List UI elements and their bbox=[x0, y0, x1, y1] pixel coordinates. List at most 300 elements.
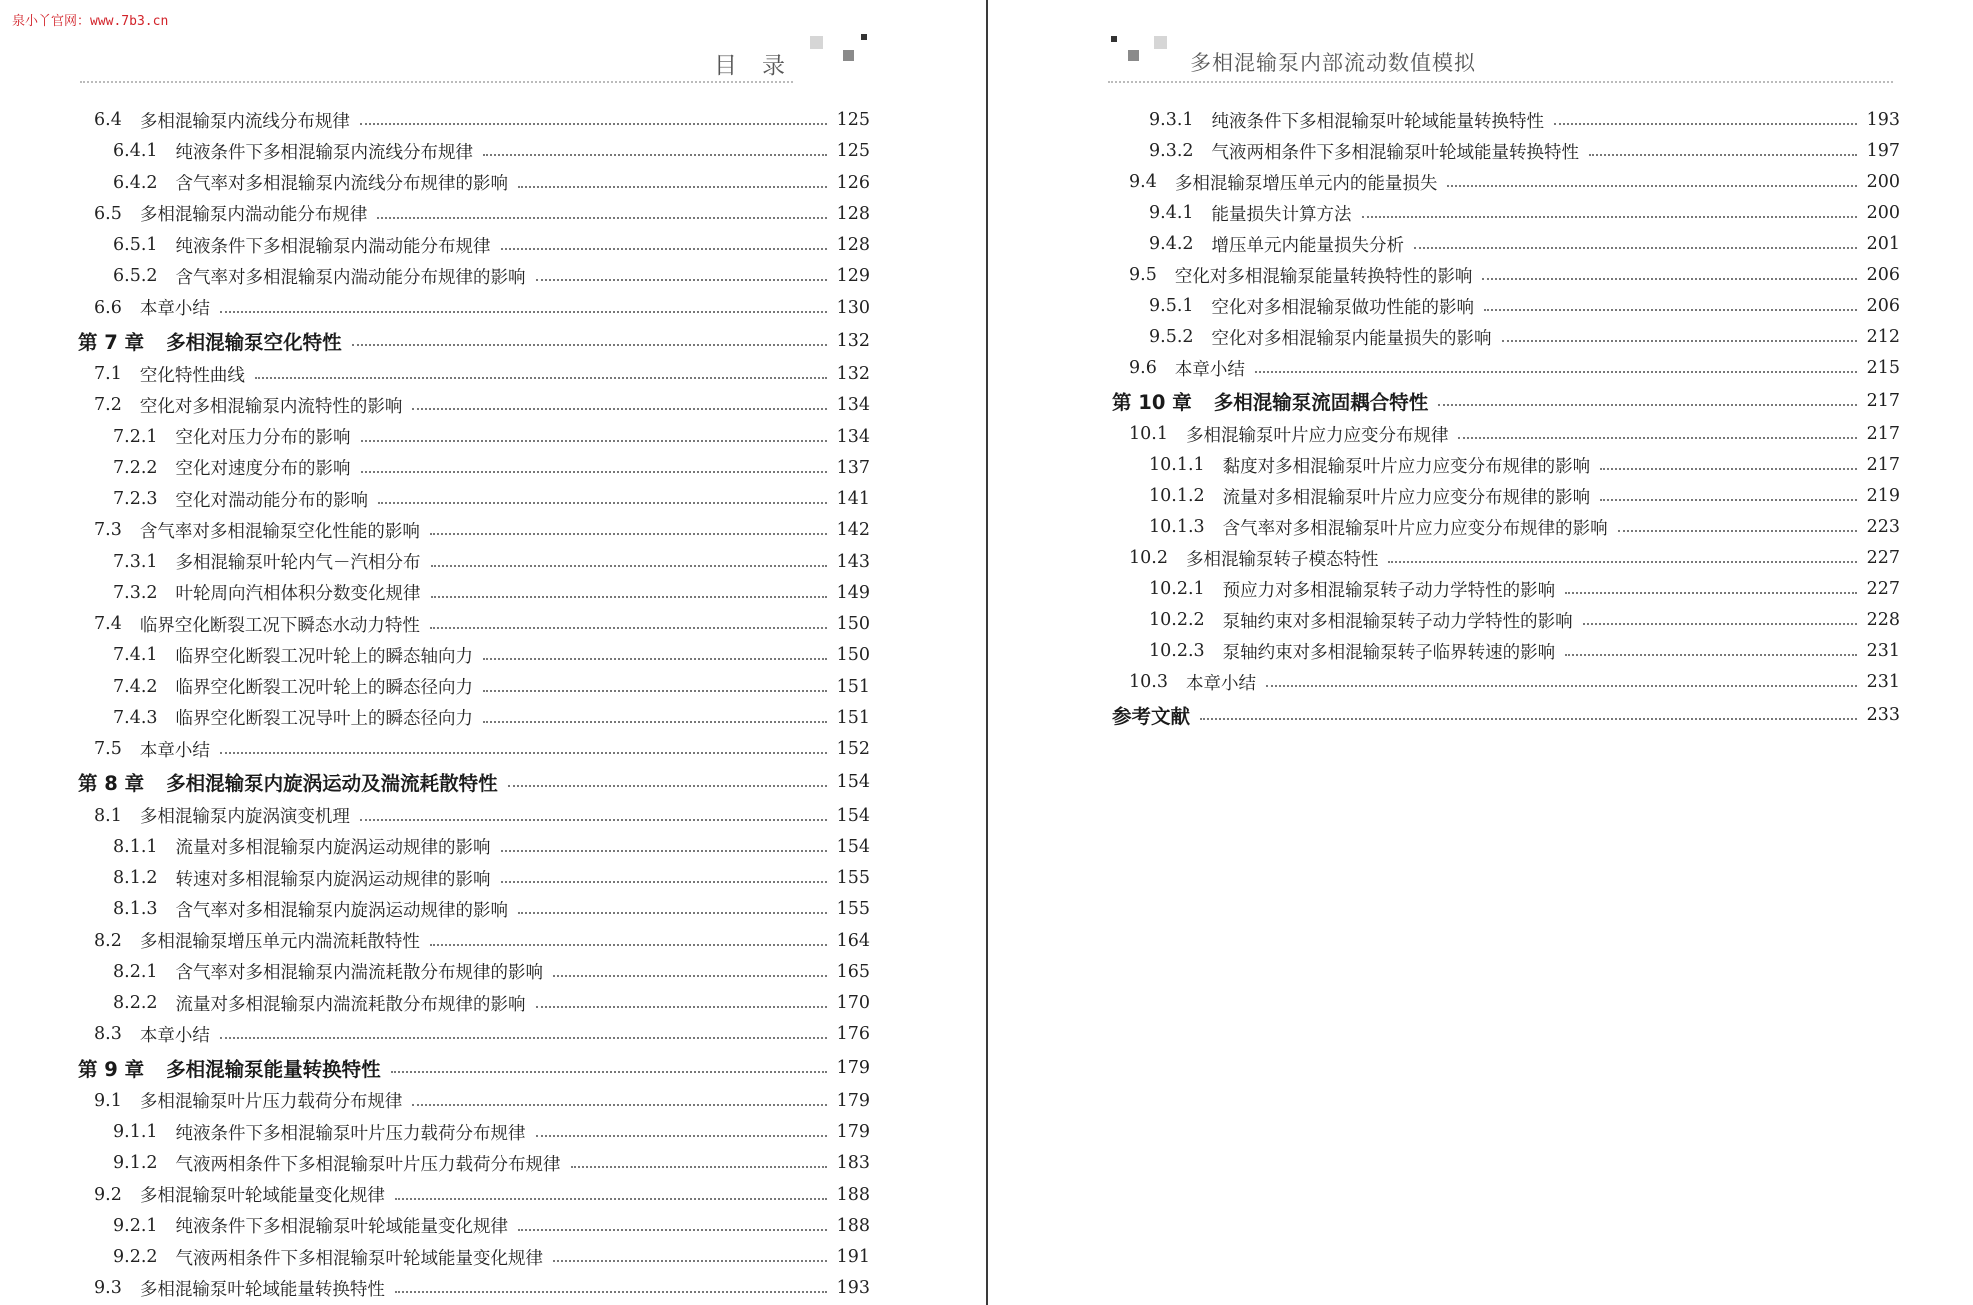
toc-entry-number: 9.3.1 bbox=[1149, 110, 1194, 130]
toc-entry-title: 泵轴约束对多相混输泵转子临界转速的影响 bbox=[1222, 642, 1556, 663]
toc-entry-title: 多相混输泵内湍动能分布规律 bbox=[139, 205, 368, 226]
toc-entry-number: 第 8 章 bbox=[78, 772, 145, 796]
toc-entry-title: 黏度对多相混输泵叶片应力应变分布规律的影响 bbox=[1222, 456, 1591, 477]
toc-entry[interactable] bbox=[113, 487, 870, 511]
toc-page-number: 201 bbox=[1866, 234, 1900, 254]
toc-entry-title: 多相混输泵叶片应力应变分布规律 bbox=[1185, 425, 1449, 446]
toc-entry-number: 8.3 bbox=[94, 1024, 122, 1045]
toc-entry-number: 9.5.2 bbox=[1149, 327, 1194, 347]
toc-dot-leader bbox=[1565, 592, 1856, 594]
toc-chapter-entry[interactable] bbox=[78, 329, 870, 353]
toc-entry-number: 9.1 bbox=[94, 1090, 122, 1111]
toc-references-entry[interactable] bbox=[1112, 703, 1900, 727]
toc-chapter-entry[interactable] bbox=[1112, 389, 1900, 413]
toc-entry[interactable] bbox=[113, 706, 870, 730]
toc-page-number: 219 bbox=[1866, 486, 1900, 506]
toc-entry-number: 9.2.1 bbox=[113, 1215, 158, 1236]
toc-entry-title: 多相混输泵内旋涡演变机理 bbox=[139, 807, 350, 827]
toc-page-number: 155 bbox=[836, 899, 870, 920]
toc-entry-number: 7.4 bbox=[94, 614, 122, 634]
toc-dot-leader bbox=[483, 658, 827, 660]
toc-entry-number: 9.2.2 bbox=[113, 1247, 158, 1267]
toc-page-number: 164 bbox=[836, 930, 870, 951]
toc-entry-title: 纯液条件下多相混输泵叶片压力载荷分布规律 bbox=[175, 1123, 526, 1144]
toc-entry-title: 含气率对多相混输泵内湍动能分布规律的影响 bbox=[175, 267, 526, 288]
header-rule bbox=[1108, 81, 1893, 83]
toc-page-number: 141 bbox=[836, 489, 870, 509]
toc-dot-leader bbox=[391, 1071, 827, 1073]
toc-entry-title: 能量损失计算方法 bbox=[1211, 204, 1352, 225]
toc-entry-title: 多相混输泵转子模态特性 bbox=[1185, 549, 1379, 570]
toc-page-number: 137 bbox=[836, 457, 870, 478]
toc-dot-leader bbox=[430, 627, 827, 629]
toc-entry-number: 9.3.2 bbox=[1149, 141, 1194, 161]
toc-page-number: 231 bbox=[1866, 672, 1900, 692]
toc-entry[interactable] bbox=[1149, 294, 1900, 318]
toc-entry[interactable] bbox=[1149, 515, 1900, 539]
toc-page-number: 152 bbox=[836, 739, 870, 759]
toc-dot-leader bbox=[395, 1291, 827, 1293]
toc-page-number: 134 bbox=[836, 426, 870, 447]
toc-entry[interactable] bbox=[113, 1151, 870, 1175]
toc-page-number: 197 bbox=[1866, 141, 1900, 161]
toc-entry-number: 8.2.2 bbox=[113, 993, 158, 1013]
toc-page-number: 128 bbox=[836, 235, 870, 255]
toc-entry-number: 第 10 章 bbox=[1112, 391, 1192, 414]
toc-dot-leader bbox=[431, 565, 827, 567]
toc-dot-leader bbox=[553, 1260, 827, 1262]
toc-entry-title: 含气率对多相混输泵叶片应力应变分布规律的影响 bbox=[1222, 518, 1608, 539]
toc-entry-number: 6.5.1 bbox=[113, 235, 158, 255]
toc-entry-number: 6.5.2 bbox=[113, 266, 158, 287]
toc-entry[interactable] bbox=[113, 139, 870, 163]
toc-entry-number: 8.1.1 bbox=[113, 836, 158, 857]
toc-entry-title: 空化对多相混输泵做功性能的影响 bbox=[1211, 297, 1475, 318]
decor-square bbox=[1154, 36, 1167, 49]
toc-entry-title: 含气率对多相混输泵空化性能的影响 bbox=[139, 521, 420, 542]
toc-entry[interactable] bbox=[94, 929, 870, 953]
toc-entry-title: 多相混输泵空化特性 bbox=[166, 330, 342, 354]
toc-entry-number: 6.5 bbox=[94, 203, 122, 224]
toc-page-number: 179 bbox=[836, 1090, 870, 1111]
toc-page-number: 233 bbox=[1866, 705, 1900, 725]
toc-entry[interactable] bbox=[1149, 453, 1900, 477]
toc-entry[interactable] bbox=[1149, 139, 1900, 163]
toc-dot-leader bbox=[501, 248, 827, 250]
toc-dot-leader bbox=[483, 721, 827, 723]
toc-entry[interactable] bbox=[113, 456, 870, 480]
left-header-title: 目 录 bbox=[714, 53, 786, 79]
toc-entry-number: 9.4 bbox=[1129, 172, 1157, 192]
toc-entry[interactable] bbox=[94, 393, 870, 417]
toc-entry-title: 纯液条件下多相混输泵叶轮域能量变化规律 bbox=[175, 1217, 509, 1238]
toc-entry-number: 9.1.1 bbox=[113, 1122, 158, 1142]
toc-dot-leader bbox=[1266, 685, 1857, 687]
toc-entry-number: 6.4.2 bbox=[113, 172, 158, 193]
toc-entry-number: 10.2.1 bbox=[1149, 579, 1205, 599]
toc-entry[interactable] bbox=[94, 737, 870, 761]
toc-dot-leader bbox=[483, 154, 827, 156]
toc-entry-title: 气液两相条件下多相混输泵叶轮域能量变化规律 bbox=[175, 1248, 544, 1269]
toc-entry-title: 本章小结 bbox=[139, 740, 210, 761]
toc-entry[interactable] bbox=[94, 296, 870, 320]
page-divider bbox=[986, 0, 988, 1305]
toc-dot-leader bbox=[508, 785, 827, 787]
toc-entry-title: 叶轮周向汽相体积分数变化规律 bbox=[175, 584, 421, 605]
toc-entry-number: 9.4.2 bbox=[1149, 234, 1194, 254]
toc-dot-leader bbox=[536, 1006, 827, 1008]
toc-entry[interactable] bbox=[113, 675, 870, 699]
toc-entry[interactable] bbox=[113, 960, 870, 984]
toc-entry[interactable] bbox=[94, 612, 870, 636]
toc-chapter-entry[interactable] bbox=[78, 770, 870, 794]
toc-entry-number: 8.2.1 bbox=[113, 961, 158, 982]
decor-square bbox=[1128, 50, 1139, 61]
toc-entry[interactable] bbox=[94, 202, 870, 226]
toc-entry-number: 7.4.2 bbox=[113, 676, 158, 697]
toc-page-number: 155 bbox=[836, 868, 870, 888]
toc-entry-title: 气液两相条件下多相混输泵叶轮域能量转换特性 bbox=[1211, 142, 1580, 163]
toc-dot-leader bbox=[430, 944, 827, 946]
toc-entry-title: 空化对多相混输泵内能量损失的影响 bbox=[1211, 328, 1492, 349]
toc-entry[interactable] bbox=[113, 1214, 870, 1238]
toc-entry-number: 10.2 bbox=[1129, 548, 1168, 568]
toc-entry[interactable] bbox=[1149, 232, 1900, 256]
toc-entry[interactable] bbox=[94, 108, 870, 132]
toc-entry[interactable] bbox=[113, 425, 870, 449]
toc-dot-leader bbox=[1554, 123, 1857, 125]
toc-entry-number: 9.4.1 bbox=[1149, 203, 1194, 223]
toc-dot-leader bbox=[378, 502, 827, 504]
toc-dot-leader bbox=[1200, 718, 1857, 720]
toc-entry-title: 多相混输泵能量转换特性 bbox=[166, 1057, 381, 1081]
toc-dot-leader bbox=[1589, 154, 1857, 156]
toc-entry[interactable] bbox=[1149, 325, 1900, 349]
toc-entry[interactable] bbox=[1149, 201, 1900, 225]
toc-page-number: 142 bbox=[836, 520, 870, 541]
toc-page-number: 217 bbox=[1866, 424, 1900, 444]
toc-page-number: 200 bbox=[1866, 203, 1900, 223]
toc-dot-leader bbox=[1255, 371, 1857, 373]
toc-page-number: 154 bbox=[836, 836, 870, 857]
toc-entry-number: 7.3 bbox=[94, 520, 122, 541]
toc-entry-number: 7.2.2 bbox=[113, 457, 158, 478]
toc-entry[interactable] bbox=[113, 550, 870, 574]
toc-page-number: 206 bbox=[1866, 265, 1900, 285]
toc-entry-number: 8.2 bbox=[94, 930, 122, 951]
decor-square bbox=[810, 36, 823, 49]
toc-entry-number: 10.1 bbox=[1129, 424, 1168, 444]
toc-entry[interactable] bbox=[94, 1022, 870, 1046]
toc-entry-title: 多相混输泵内旋涡运动及湍流耗散特性 bbox=[166, 772, 498, 796]
toc-page-number: 212 bbox=[1866, 327, 1900, 347]
toc-dot-leader bbox=[361, 440, 827, 442]
toc-entry-title: 空化对多相混输泵能量转换特性的影响 bbox=[1174, 266, 1473, 287]
toc-page-number: 215 bbox=[1866, 358, 1900, 378]
toc-entry-title: 纯液条件下多相混输泵内流线分布规律 bbox=[175, 142, 474, 163]
toc-entry-title: 多相混输泵内流线分布规律 bbox=[139, 111, 350, 132]
toc-dot-leader bbox=[352, 344, 827, 346]
toc-page-number: 154 bbox=[836, 772, 870, 793]
toc-entry[interactable] bbox=[1129, 670, 1900, 694]
toc-page-number: 154 bbox=[836, 805, 870, 826]
toc-entry-title: 本章小结 bbox=[1185, 673, 1256, 694]
toc-entry[interactable] bbox=[1149, 577, 1900, 601]
toc-entry-number: 7.1 bbox=[94, 364, 122, 384]
toc-entry-title: 多相混输泵叶轮域能量变化规律 bbox=[139, 1186, 385, 1206]
toc-entry-title: 含气率对多相混输泵内旋涡运动规律的影响 bbox=[175, 900, 509, 921]
toc-dot-leader bbox=[1388, 561, 1856, 563]
toc-dot-leader bbox=[430, 533, 827, 535]
toc-entry-title: 流量对多相混输泵叶片应力应变分布规律的影响 bbox=[1222, 487, 1591, 508]
toc-dot-leader bbox=[1482, 278, 1856, 280]
toc-entry[interactable] bbox=[1129, 170, 1900, 194]
toc-entry-title: 含气率对多相混输泵内流线分布规律的影响 bbox=[175, 174, 509, 194]
toc-entry-title: 临界空化断裂工况叶轮上的瞬态径向力 bbox=[175, 678, 474, 698]
toc-entry-number: 第 7 章 bbox=[78, 330, 145, 354]
toc-page-number: 188 bbox=[836, 1215, 870, 1236]
toc-entry-title: 空化对湍动能分布的影响 bbox=[175, 490, 369, 511]
toc-entry[interactable] bbox=[1149, 108, 1900, 132]
toc-entry-title: 气液两相条件下多相混输泵叶片压力载荷分布规律 bbox=[175, 1154, 561, 1175]
toc-entry-number: 10.1.3 bbox=[1149, 517, 1205, 537]
toc-entry[interactable] bbox=[94, 1183, 870, 1207]
toc-dot-leader bbox=[518, 1229, 827, 1231]
toc-entry-title: 临界空化断裂工况导叶上的瞬态径向力 bbox=[175, 709, 474, 730]
toc-dot-leader bbox=[1362, 216, 1857, 218]
toc-page-number: 179 bbox=[836, 1057, 870, 1078]
toc-entry-title: 多相混输泵流固耦合特性 bbox=[1213, 391, 1429, 414]
toc-entry[interactable] bbox=[94, 362, 870, 386]
toc-entry[interactable] bbox=[1149, 484, 1900, 508]
toc-dot-leader bbox=[412, 408, 826, 410]
toc-entry-number: 6.4.1 bbox=[113, 141, 158, 162]
toc-page-number: 179 bbox=[836, 1122, 870, 1142]
toc-entry-number: 10.2.3 bbox=[1149, 641, 1205, 661]
toc-entry-title: 临界空化断裂工况下瞬态水动力特性 bbox=[139, 615, 420, 636]
toc-entry-number: 9.2 bbox=[94, 1184, 122, 1205]
toc-entry-title: 流量对多相混输泵内旋涡运动规律的影响 bbox=[175, 838, 491, 859]
toc-entry-number: 第 9 章 bbox=[78, 1057, 145, 1081]
toc-entry-number: 7.2 bbox=[94, 395, 122, 416]
toc-dot-leader bbox=[1447, 185, 1856, 187]
toc-dot-leader bbox=[412, 1104, 826, 1106]
toc-entry-number: 6.4 bbox=[94, 110, 122, 130]
toc-entry-title: 空化特性曲线 bbox=[139, 365, 245, 386]
toc-page-number: 223 bbox=[1866, 517, 1900, 537]
toc-page-number: 227 bbox=[1866, 548, 1900, 568]
toc-page-number: 188 bbox=[836, 1184, 870, 1205]
toc-page-number: 170 bbox=[836, 993, 870, 1013]
toc-entry-number: 9.5 bbox=[1129, 265, 1157, 285]
toc-entry[interactable] bbox=[113, 897, 870, 921]
toc-entry-number: 9.1.2 bbox=[113, 1153, 158, 1174]
toc-page-number: 151 bbox=[836, 707, 870, 728]
decor-square bbox=[843, 50, 854, 61]
toc-entry-title: 含气率对多相混输泵内湍流耗散分布规律的影响 bbox=[175, 963, 544, 984]
toc-entry-title: 多相混输泵叶轮域能量转换特性 bbox=[139, 1279, 385, 1300]
toc-page-number: 183 bbox=[836, 1153, 870, 1174]
toc-entry-number: 7.2.1 bbox=[113, 426, 158, 447]
toc-entry-number: 10.2.2 bbox=[1149, 610, 1205, 630]
toc-page-number: 150 bbox=[836, 614, 870, 634]
toc-entry-number: 10.1.2 bbox=[1149, 486, 1205, 506]
toc-page-number: 126 bbox=[836, 172, 870, 193]
toc-entry-number: 7.4.3 bbox=[113, 707, 158, 728]
toc-dot-leader bbox=[220, 1037, 827, 1039]
toc-page-number: 132 bbox=[836, 330, 870, 351]
toc-entry-title: 空化对多相混输泵内流特性的影响 bbox=[139, 396, 403, 417]
toc-dot-leader bbox=[1600, 468, 1856, 470]
toc-entry-number: 10.3 bbox=[1129, 672, 1168, 692]
toc-entry-title: 预应力对多相混输泵转子动力学特性的影响 bbox=[1222, 580, 1556, 601]
toc-entry-title: 增压单元内能量损失分析 bbox=[1211, 235, 1405, 256]
toc-entry-title: 泵轴约束对多相混输泵转子动力学特性的影响 bbox=[1222, 611, 1573, 632]
toc-entry[interactable] bbox=[113, 581, 870, 605]
toc-dot-leader bbox=[431, 596, 827, 598]
toc-page-number: 151 bbox=[836, 676, 870, 697]
toc-page-number: 200 bbox=[1866, 172, 1900, 192]
toc-page-number: 130 bbox=[836, 297, 870, 318]
toc-entry-title: 纯液条件下多相混输泵内湍动能分布规律 bbox=[175, 236, 491, 257]
toc-entry-number: 10.1.1 bbox=[1149, 455, 1205, 475]
toc-page-number: 129 bbox=[836, 266, 870, 287]
right-header-title: 多相混输泵内部流动数值模拟 bbox=[1190, 51, 1476, 75]
toc-dot-leader bbox=[553, 975, 827, 977]
toc-entry-title: 空化对压力分布的影响 bbox=[175, 428, 351, 448]
toc-dot-leader bbox=[536, 279, 827, 281]
toc-entry[interactable] bbox=[113, 866, 870, 890]
toc-dot-leader bbox=[220, 311, 827, 313]
toc-dot-leader bbox=[1583, 623, 1857, 625]
decor-square bbox=[861, 34, 867, 40]
toc-entry-number: 7.2.3 bbox=[113, 489, 158, 509]
toc-dot-leader bbox=[220, 752, 827, 754]
toc-dot-leader bbox=[501, 881, 827, 883]
toc-entry-title: 多相混输泵增压单元内的能量损失 bbox=[1174, 173, 1438, 194]
watermark: 泉小丫官网：www.7b3.cn bbox=[12, 14, 169, 29]
toc-entry-title: 流量对多相混输泵内湍流耗散分布规律的影响 bbox=[175, 994, 526, 1015]
toc-entry-number: 9.5.1 bbox=[1149, 296, 1194, 316]
toc-entry[interactable] bbox=[113, 1120, 870, 1144]
toc-entry-title: 多相混输泵叶片压力载荷分布规律 bbox=[139, 1092, 403, 1113]
toc-dot-leader bbox=[360, 819, 827, 821]
toc-page-number: 206 bbox=[1866, 296, 1900, 316]
toc-entry[interactable] bbox=[113, 1245, 870, 1269]
toc-entry[interactable] bbox=[94, 1089, 870, 1113]
toc-page-number: 125 bbox=[836, 141, 870, 162]
toc-page-number: 191 bbox=[836, 1247, 870, 1267]
toc-entry[interactable] bbox=[94, 804, 870, 828]
toc-dot-leader bbox=[395, 1198, 827, 1200]
toc-entry[interactable] bbox=[113, 643, 870, 667]
toc-entry[interactable] bbox=[113, 991, 870, 1015]
toc-entry-title: 本章小结 bbox=[139, 1025, 210, 1046]
toc-entry[interactable] bbox=[113, 171, 870, 195]
toc-entry-number: 8.1.2 bbox=[113, 868, 158, 888]
toc-entry[interactable] bbox=[1129, 422, 1900, 446]
toc-dot-leader bbox=[1618, 530, 1857, 532]
toc-dot-leader bbox=[1565, 654, 1856, 656]
toc-entry[interactable] bbox=[1149, 608, 1900, 632]
toc-chapter-entry[interactable] bbox=[78, 1056, 870, 1080]
toc-dot-leader bbox=[1414, 247, 1857, 249]
toc-entry-number: 7.3.2 bbox=[113, 582, 158, 603]
toc-dot-leader bbox=[255, 377, 827, 379]
toc-dot-leader bbox=[483, 690, 827, 692]
toc-entry-title: 参考文献 bbox=[1112, 705, 1191, 728]
toc-entry[interactable] bbox=[94, 518, 870, 542]
toc-page-number: 193 bbox=[1866, 110, 1900, 130]
toc-entry[interactable] bbox=[94, 1276, 870, 1300]
toc-entry[interactable] bbox=[113, 233, 870, 257]
toc-dot-leader bbox=[518, 186, 827, 188]
toc-entry[interactable] bbox=[113, 835, 870, 859]
toc-entry-number: 7.4.1 bbox=[113, 645, 158, 666]
toc-entry-title: 空化对速度分布的影响 bbox=[175, 459, 351, 480]
toc-entry[interactable] bbox=[113, 264, 870, 288]
toc-page-number: 143 bbox=[836, 551, 870, 572]
toc-entry[interactable] bbox=[1129, 263, 1900, 287]
toc-page-number: 128 bbox=[836, 203, 870, 224]
toc-dot-leader bbox=[1484, 309, 1857, 311]
toc-entry-number: 8.1 bbox=[94, 805, 122, 826]
toc-page-number: 228 bbox=[1866, 610, 1900, 630]
toc-page-number: 165 bbox=[836, 961, 870, 982]
toc-entry-title: 多相混输泵增压单元内湍流耗散特性 bbox=[139, 932, 420, 952]
toc-page-number: 176 bbox=[836, 1024, 870, 1045]
toc-page-number: 217 bbox=[1866, 455, 1900, 475]
toc-dot-leader bbox=[1600, 499, 1856, 501]
header-rule bbox=[80, 81, 793, 83]
toc-entry[interactable] bbox=[1149, 639, 1900, 663]
toc-entry[interactable] bbox=[1129, 546, 1900, 570]
toc-page-number: 149 bbox=[836, 582, 870, 603]
decor-square bbox=[1111, 36, 1117, 42]
toc-page-number: 150 bbox=[836, 645, 870, 666]
toc-dot-leader bbox=[1502, 340, 1857, 342]
toc-dot-leader bbox=[571, 1166, 827, 1168]
toc-dot-leader bbox=[360, 123, 827, 125]
toc-page-number: 134 bbox=[836, 395, 870, 416]
toc-entry-number: 9.3 bbox=[94, 1278, 122, 1299]
toc-entry-title: 临界空化断裂工况叶轮上的瞬态轴向力 bbox=[175, 646, 474, 667]
toc-entry-number: 6.6 bbox=[94, 297, 122, 318]
toc-entry-number: 8.1.3 bbox=[113, 899, 158, 920]
toc-dot-leader bbox=[1438, 404, 1856, 406]
toc-page-number: 132 bbox=[836, 364, 870, 384]
toc-page-number: 125 bbox=[836, 110, 870, 130]
toc-entry-title: 本章小结 bbox=[1174, 359, 1245, 380]
toc-page-number: 227 bbox=[1866, 579, 1900, 599]
toc-dot-leader bbox=[501, 850, 827, 852]
toc-entry-number: 9.6 bbox=[1129, 358, 1157, 378]
toc-page-number: 231 bbox=[1866, 641, 1900, 661]
left-page bbox=[0, 0, 985, 1305]
toc-entry-title: 本章小结 bbox=[139, 299, 210, 319]
toc-dot-leader bbox=[377, 217, 826, 219]
toc-dot-leader bbox=[361, 471, 827, 473]
toc-page-number: 217 bbox=[1866, 391, 1900, 411]
toc-dot-leader bbox=[518, 912, 827, 914]
toc-entry-number: 7.3.1 bbox=[113, 551, 158, 572]
toc-entry-title: 多相混输泵叶轮内气－汽相分布 bbox=[175, 553, 421, 573]
toc-entry[interactable] bbox=[1129, 356, 1900, 380]
toc-entry-number: 7.5 bbox=[94, 739, 122, 759]
toc-page-number: 193 bbox=[836, 1278, 870, 1299]
toc-dot-leader bbox=[536, 1135, 827, 1137]
right-page bbox=[990, 0, 1973, 1305]
